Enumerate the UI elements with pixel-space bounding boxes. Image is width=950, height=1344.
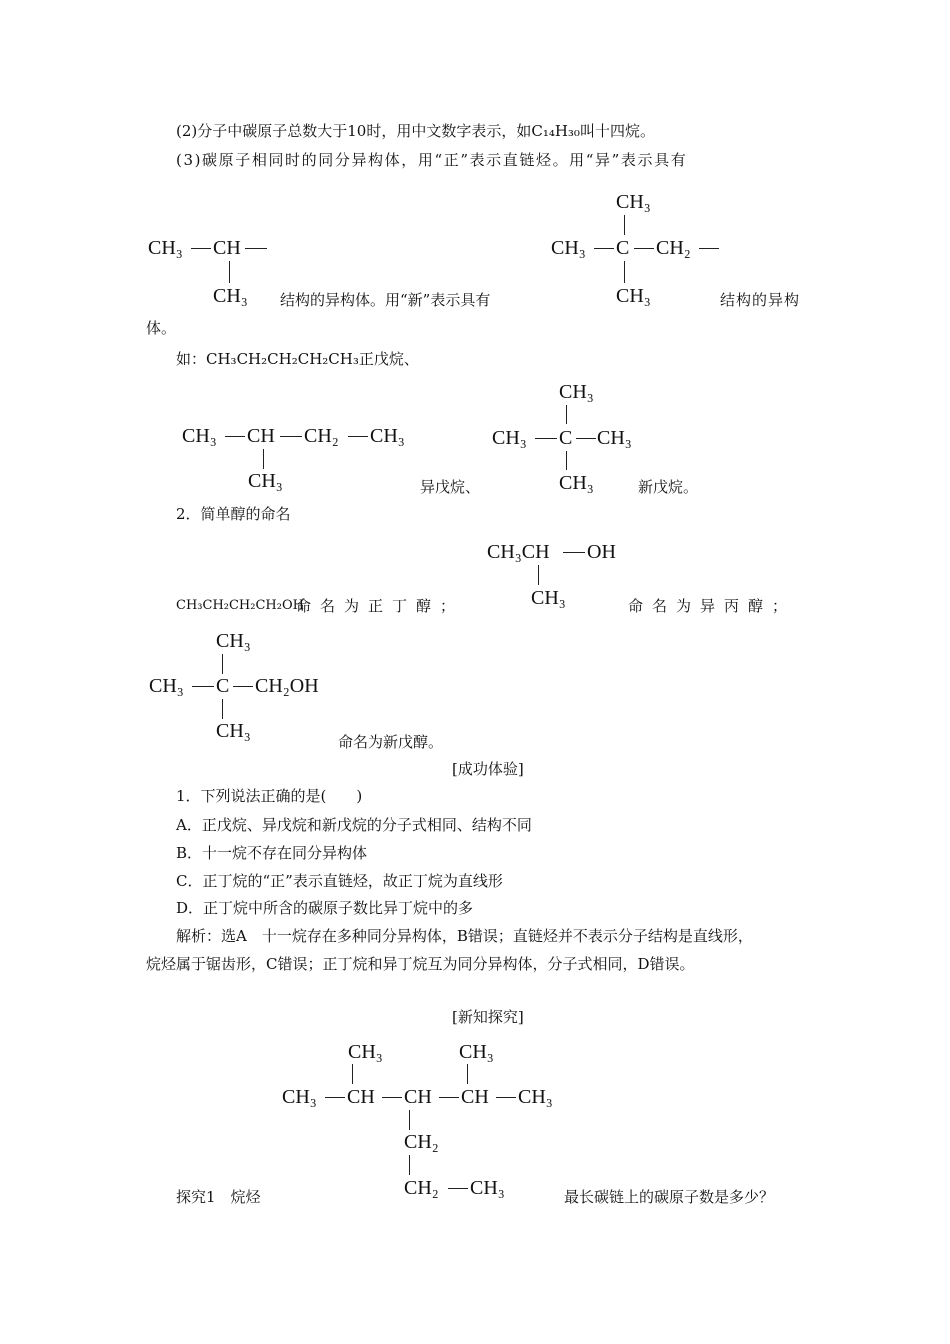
- atom: CH₃: [492, 427, 527, 449]
- atom: CH₃: [216, 630, 251, 652]
- atom: CH₂: [304, 425, 339, 447]
- option-a: A．正戊烷、异戊烷和新戊烷的分子式相同、结构不同: [176, 816, 532, 834]
- atom: CH₃: [459, 1041, 494, 1063]
- atom: CH₃: [348, 1041, 383, 1063]
- option-b: B．十一烷不存在同分异构体: [176, 844, 368, 862]
- option-d: D．正丁烷中所含的碳原子数比异丁烷中的多: [176, 899, 474, 917]
- atom: CH₃: [248, 470, 283, 492]
- atom: C: [216, 675, 230, 697]
- atom: CH₃: [531, 587, 566, 609]
- atom: C: [559, 427, 573, 449]
- atom: CH₃: [216, 720, 251, 742]
- analysis-line-1: 解析：选A 十一烷存在多种同分异构体，B错误；直链烃并不表示分子结构是直线形，: [176, 927, 753, 945]
- atom: CH₂OH: [255, 675, 319, 697]
- atom: CH: [347, 1086, 375, 1108]
- option-c: C．正丁烷的“正”表示直链烃，故正丁烷为直线形: [176, 872, 503, 890]
- atom: CH₃: [551, 237, 586, 259]
- atom: CH₂: [404, 1177, 439, 1199]
- atom: CH₃: [616, 285, 651, 307]
- atom: CH₃: [370, 425, 405, 447]
- atom: CH: [247, 425, 275, 447]
- butanol-name: 命名为正丁醇；: [296, 597, 465, 615]
- explore-label: 探究1 烷烃: [176, 1188, 261, 1206]
- atom: CH₃: [470, 1177, 505, 1199]
- isopropanol-name: 命名为异丙醇；: [628, 597, 797, 615]
- atom: CH₃: [616, 191, 651, 213]
- example-text: 如：CH₃CH₂CH₂CH₂CH₃正戊烷、: [176, 350, 419, 368]
- atom: CH₃: [148, 237, 183, 259]
- neopentane-label: 新戊烷。: [638, 478, 699, 496]
- atom: CH: [404, 1086, 432, 1108]
- atom: CH₃: [182, 425, 217, 447]
- alcohol-section-title: 2．简单醇的命名: [176, 505, 291, 523]
- rule3-tail: 体。: [146, 319, 177, 337]
- rule3-text: (3)碳原子相同时的同分异构体，用“正”表示直链烃。用“异”表示具有: [176, 151, 688, 169]
- atom: C: [616, 237, 630, 259]
- atom: OH: [587, 541, 616, 563]
- explore-question: 最长碳链上的碳原子数是多少？: [564, 1188, 775, 1206]
- atom: CH₃: [559, 472, 594, 494]
- atom: CH: [213, 237, 241, 259]
- atom: CH₃: [597, 427, 632, 449]
- question-1: 1．下列说法正确的是( ): [176, 787, 363, 805]
- isopentane-label: 异戊烷、: [420, 478, 481, 496]
- analysis-line-2: 烷烃属于锯齿形，C错误；正丁烷和异丁烷互为同分异构体，分子式相同，D错误。: [146, 955, 695, 973]
- atom: CH₂: [404, 1131, 439, 1153]
- rule3-continued: 结构的异构体。用“新”表示具有: [280, 291, 491, 309]
- neopentanol-name: 命名为新戊醇。: [338, 733, 444, 751]
- butanol-formula: CH₃CH₂CH₂CH₂OH: [176, 598, 304, 613]
- atom: CH₃: [282, 1086, 317, 1108]
- atom: CH₃: [518, 1086, 553, 1108]
- atom: CH₃: [213, 285, 248, 307]
- atom: CH₃: [149, 675, 184, 697]
- rule3-end: 结构的异构: [720, 291, 801, 309]
- rule2-text: (2)分子中碳原子总数大于10时，用中文数字表示，如C₁₄H₃₀叫十四烷。: [176, 122, 655, 140]
- atom: CH₃CH: [487, 541, 550, 563]
- atom: CH₂: [656, 237, 691, 259]
- success-section-title: [成功体验]: [452, 760, 524, 778]
- atom: CH₃: [559, 381, 594, 403]
- atom: CH: [461, 1086, 489, 1108]
- explore-section-title: [新知探究]: [452, 1008, 524, 1026]
